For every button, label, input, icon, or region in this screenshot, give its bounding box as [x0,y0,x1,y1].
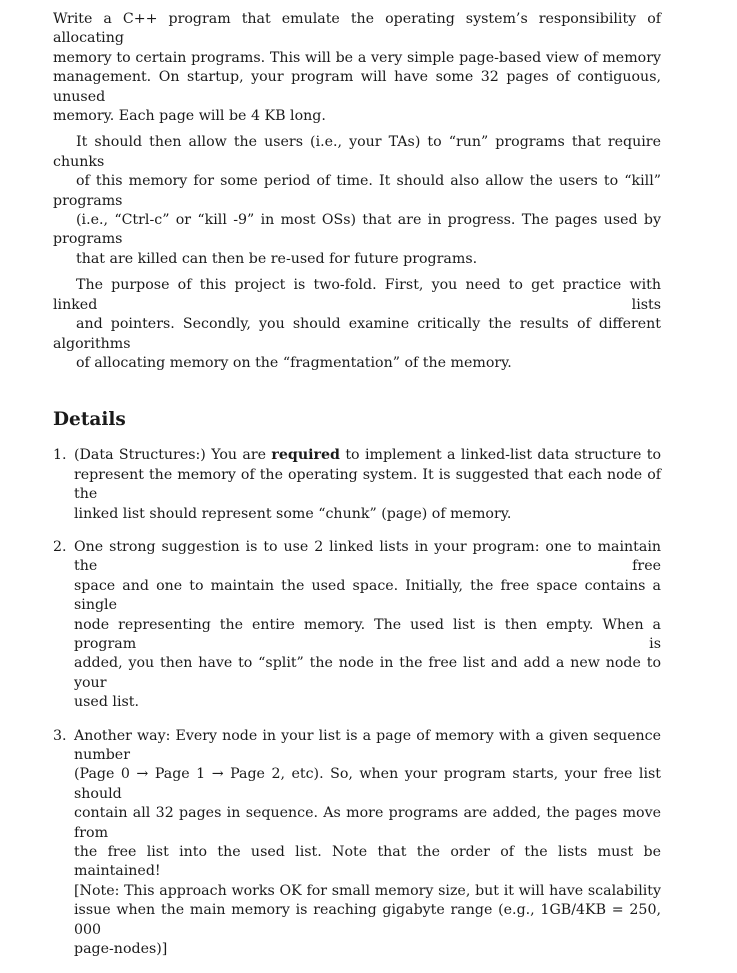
text-line: It should then allow the users (i.e., your TAs) to “run” programs that require chunks [53,134,661,170]
details-list [53,446,661,959]
intro-paragraph-2 [53,133,661,269]
list-item [53,727,661,960]
text-line [74,446,661,465]
list-item [53,538,661,713]
text-line: management. On startup, your program will have some 32 pages of contiguous, unused [53,69,661,105]
details-heading: Details [53,409,126,431]
text-line: memory to certain programs. This will be a very simple page-based view of memory [53,49,661,66]
text-line: One strong suggestion is to use 2 linked lists in your program: one to maintain the free [74,538,661,575]
text-line: that are killed can then be re-used for future programs. [76,250,478,267]
document-page [53,10,661,973]
text-line: The purpose of this project is two-fold. First, you need to get practice with linked lists [53,277,661,313]
text-line: issue when the main memory is reaching gigabyte range (e.g., 1GB/4KB = 250, 000 [74,902,661,938]
list-number: 2. [53,538,67,555]
emphasis-required: required [271,447,340,464]
intro-paragraph-3 [53,276,661,373]
text-segment: (Data Structures:) You are [74,447,272,464]
list-number: 1. [53,447,67,464]
text-line: represent the memory of the operating system. It is suggested that each node of the [74,466,661,503]
list-number: 3. [53,727,67,744]
text-line: Another way: Every node in your list is a page of memory with a given sequence number [74,727,661,763]
text-line: the free list into the used list. Note that the order of the lists must be maintained! [74,844,661,880]
text-line: [Note: This approach works OK for small memory size, but it will have scalability [74,882,661,899]
text-line: page-nodes)] [74,941,168,958]
text-line: node representing the entire memory. The used list is then empty. When a program is [74,616,661,652]
list-item [53,446,661,524]
text-line: (Page 0 → Page 1 → Page 2, etc). So, when your program starts, your free list should [74,766,661,802]
text-line: Write a C++ program that emulate the operating system’s responsibility of allocating [53,11,661,47]
text-line: linked list should represent some “chunk” (page) of memory. [74,505,512,522]
text-line: used list. [74,694,139,711]
text-segment: to implement a linked-list data structure to [339,447,661,464]
text-line: and pointers. Secondly, you should examine critically the results of different algorithms [53,316,661,352]
text-line: added, you then have to “split” the node in the free list and add a new node to your [74,655,661,691]
text-line: memory. Each page will be 4 KB long. [53,108,326,125]
text-line: space and one to maintain the used space. Initially, the free space contains a single [74,577,661,614]
text-line: of allocating memory on the “fragmentation” of the memory. [76,354,512,371]
text-line: (i.e., “Ctrl-c” or “kill -9” in most OSs) that are in progress. The pages used by programs [53,212,661,248]
text-line: contain all 32 pages in sequence. As more programs are added, the pages move from [74,805,661,841]
intro-paragraph-1 [53,10,661,126]
text-line: of this memory for some period of time. It should also allow the users to “kill” programs [53,173,661,209]
